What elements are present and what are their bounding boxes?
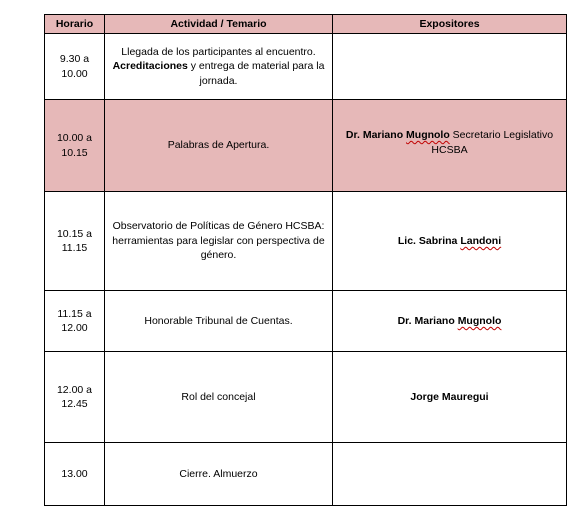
speaker-cell [333, 34, 567, 100]
activity-cell [105, 34, 333, 100]
speaker-name: Lic. Sabrina [397, 234, 458, 247]
activity-cell: Palabras de Apertura. [105, 100, 333, 192]
time-cell: 9.30 a 10.00 [45, 34, 105, 100]
header-time: Horario [45, 15, 105, 34]
time-cell: 13.00 [45, 443, 105, 506]
activity-text-tail: y entrega de material para la jornada. [187, 60, 325, 87]
speaker-cell [333, 100, 567, 192]
speaker-cell [333, 443, 567, 506]
header-row [45, 15, 567, 34]
activity-bold-text: Acreditaciones [112, 60, 188, 73]
table-row [45, 34, 567, 100]
activity-cell: Observatorio de Políticas de Género HCSBA: herramientas para legislar con perspectiva de género. [105, 192, 333, 291]
speaker-name: Dr. Mariano [397, 314, 455, 327]
time-cell: 11.15 a 12.00 [45, 291, 105, 352]
activity-text: Llegada de los participantes al encuentro. [121, 45, 316, 58]
speaker-cell [333, 352, 567, 443]
speaker-cell [333, 291, 567, 352]
table-row [45, 443, 567, 506]
speaker-name: Dr. Mariano [345, 129, 404, 141]
table-row [45, 192, 567, 291]
header-speakers: Expositores [333, 15, 567, 34]
table-row [45, 291, 567, 352]
time-cell: 10.00 a 10.15 [45, 100, 105, 192]
table-row [45, 352, 567, 443]
speaker-surname: Landoni [460, 234, 502, 247]
speaker-role: Secretario Legislativo HCSBA [431, 129, 554, 156]
speaker-name: Jorge Mauregui [410, 390, 489, 403]
time-cell: 12.00 a 12.45 [45, 352, 105, 443]
speaker-surname: Mugnolo [406, 129, 450, 141]
activity-cell: Honorable Tribunal de Cuentas. [105, 291, 333, 352]
header-activity: Actividad / Temario [105, 15, 333, 34]
speaker-cell [333, 192, 567, 291]
activity-cell: Cierre. Almuerzo [105, 443, 333, 506]
time-cell: 10.15 a 11.15 [45, 192, 105, 291]
activity-cell: Rol del concejal [105, 352, 333, 443]
table-row [45, 100, 567, 192]
agenda-table [44, 14, 567, 506]
speaker-surname: Mugnolo [457, 314, 502, 327]
